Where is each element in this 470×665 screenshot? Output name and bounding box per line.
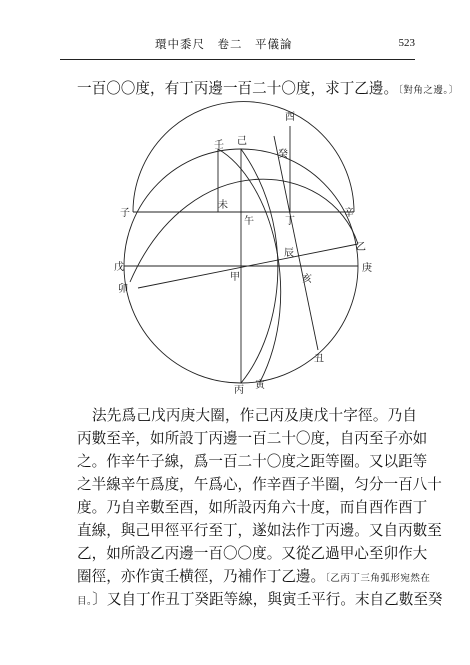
label-wu-noon: 午 [244,216,254,227]
header-rule [60,59,415,60]
page-number: 523 [398,37,415,49]
label-ding: 丁 [285,216,295,227]
text-line-1-main: 一百〇〇度，有丁丙邊一百二十〇度，求丁乙邊。 [77,80,399,97]
text-line-4 [77,453,428,471]
label-zi: 子 [120,208,130,219]
text-line-6-main: 度。乃自辛數至酉，如所設丙角六十度，而自酉作酉丁 [77,499,428,516]
label-xin: 辛 [344,208,354,219]
text-line-5 [77,476,442,494]
text-line-10 [77,591,443,611]
text-line-3-main: 丙數至辛，如所設丁丙邊一百二十〇度，自丙至子亦如 [77,430,428,447]
label-ji: 己 [237,136,247,147]
label-yi: 乙 [356,242,366,253]
text-line-10-main: 〕又自丁作丑丁癸距等線，與寅壬平行。末自乙數至癸 [92,591,443,608]
text-line-9-note: 〔乙丙丁三角弧形宛然在 [325,573,431,584]
label-you: 酉 [285,112,295,123]
line-chou-ding-gui [274,136,318,350]
text-line-8-main: 乙，如所設乙丙邊一百〇〇度。又從乙過甲心至卯作大 [77,545,428,562]
text-line-5-main: 之半線辛午爲度，午爲心，作辛酉子半圈，匀分一百八十 [77,476,442,493]
text-line-2-main: 法先爲己戊丙庚大圈，作己丙及庚戊十字徑。乃自 [92,407,417,424]
label-gui: 癸 [278,149,288,160]
label-wu: 戊 [114,262,124,273]
text-line-3 [77,430,428,448]
label-mao: 卯 [118,284,128,295]
running-title: 環中黍尺 卷二 平儀論 [155,37,293,51]
label-bing: 丙 [234,385,244,396]
text-line-7-main: 直線，與己甲徑平行至丁，遂如法作丁丙邊。又自丙數至 [77,522,442,539]
text-line-7 [77,522,442,540]
text-line-1-note: 〔對角之邊。〕 [398,85,459,96]
label-jia: 甲 [230,272,240,283]
label-chen: 辰 [284,248,294,259]
label-wei: 未 [218,200,228,211]
text-line-6 [77,499,428,517]
label-hai: 亥 [302,274,312,285]
page-header [60,32,415,54]
text-line-9-main: 圈徑，亦作寅壬横徑，乃補作丁乙邊。 [77,568,326,585]
text-line-2 [92,407,417,425]
text-line-4-main: 之。作辛午子線，爲一百二十〇度之距等圈。又以距等 [77,453,428,470]
text-line-8 [77,545,428,563]
label-chou: 丑 [314,354,324,365]
spherical-triangle-diagram [100,104,390,394]
label-yin: 寅 [255,380,265,391]
text-line-1 [77,80,459,100]
text-line-9 [77,568,431,588]
label-ren: 壬 [214,140,224,151]
text-line-10-note: 目。 [77,596,93,607]
label-geng: 庚 [362,263,372,274]
